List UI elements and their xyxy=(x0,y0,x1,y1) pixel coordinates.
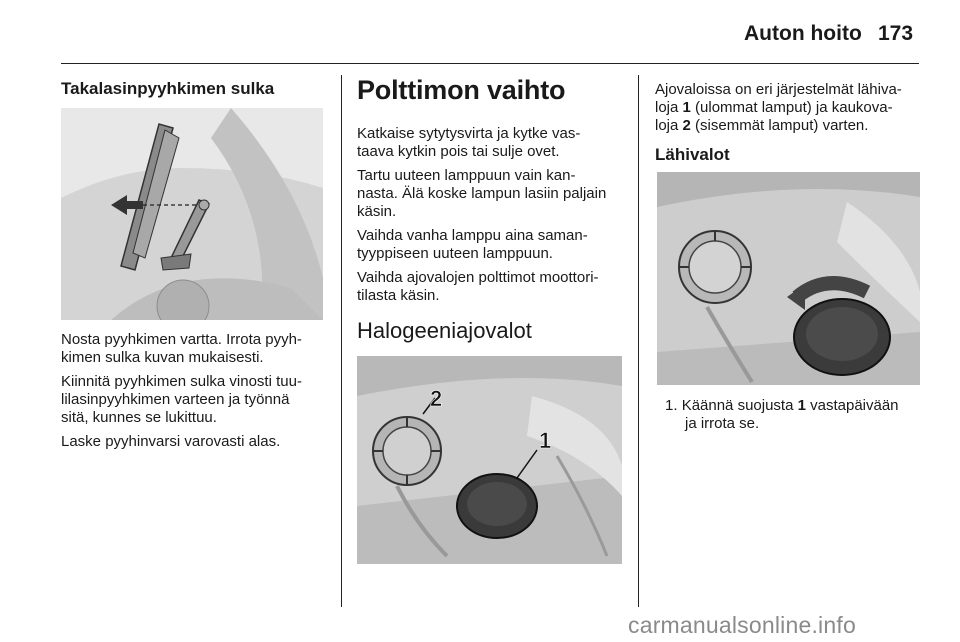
halogen-headlight-figure xyxy=(357,356,622,564)
wiper-step-paragraph-1: Nosta pyyhkimen vartta. Irrota pyyh- kimen sulka kuvan mukaisesti. xyxy=(61,331,302,366)
bulb-paragraph-1: Katkaise sytytysvirta ja kytke vas- taava kytkin pois tai sulje ovet. xyxy=(357,125,581,160)
step-1: 1. Käännä suojusta 1 vastapäivään ja irrota se. xyxy=(665,397,899,432)
bulb-paragraph-4: Vaihda ajovalojen polttimot moottori- tilasta käsin. xyxy=(357,269,599,304)
bulb-paragraph-3: Vaihda vanha lamppu aina saman- tyyppiseen uuteen lamppuun. xyxy=(357,227,588,262)
column-divider-left xyxy=(341,75,342,607)
page-number: 173 xyxy=(878,22,914,45)
figure-label-2: 2 xyxy=(430,386,443,411)
column-divider-right xyxy=(638,75,639,607)
low-beam-figure xyxy=(657,172,920,385)
header-divider xyxy=(61,63,919,64)
figure-label-1: 1 xyxy=(539,428,552,453)
wiper-blade-figure xyxy=(61,108,323,320)
low-beam-heading: Lähivalot xyxy=(655,145,730,164)
wiper-step-paragraph-2: Kiinnitä pyyhkimen sulka vinosti tuu- lilasinpyyhkimen varteen ja työnnä sitä, kunnes se lukittuu. xyxy=(61,373,302,426)
bulb-replacement-heading: Polttimon vaihto xyxy=(357,75,566,105)
headlight-systems-intro: Ajovaloissa on eri järjestelmät lähiva- loja 1 (ulommat lamput) ja kaukova- loja 2 (sisemmät lamput) varten. xyxy=(655,81,902,134)
halogen-headlights-heading: Halogeeniajovalot xyxy=(357,318,532,343)
bulb-paragraph-2: Tartu uuteen lamppuun vain kan- nasta. Älä koske lampun lasiin paljain käsin. xyxy=(357,167,607,220)
section-title: Auton hoito xyxy=(744,22,862,45)
wiper-step-paragraph-3: Laske pyyhinvarsi varovasti alas. xyxy=(61,433,281,450)
wiper-blade-heading: Takalasinpyyhkimen sulka xyxy=(61,79,275,98)
watermark: carmanualsonline.info xyxy=(628,612,856,638)
